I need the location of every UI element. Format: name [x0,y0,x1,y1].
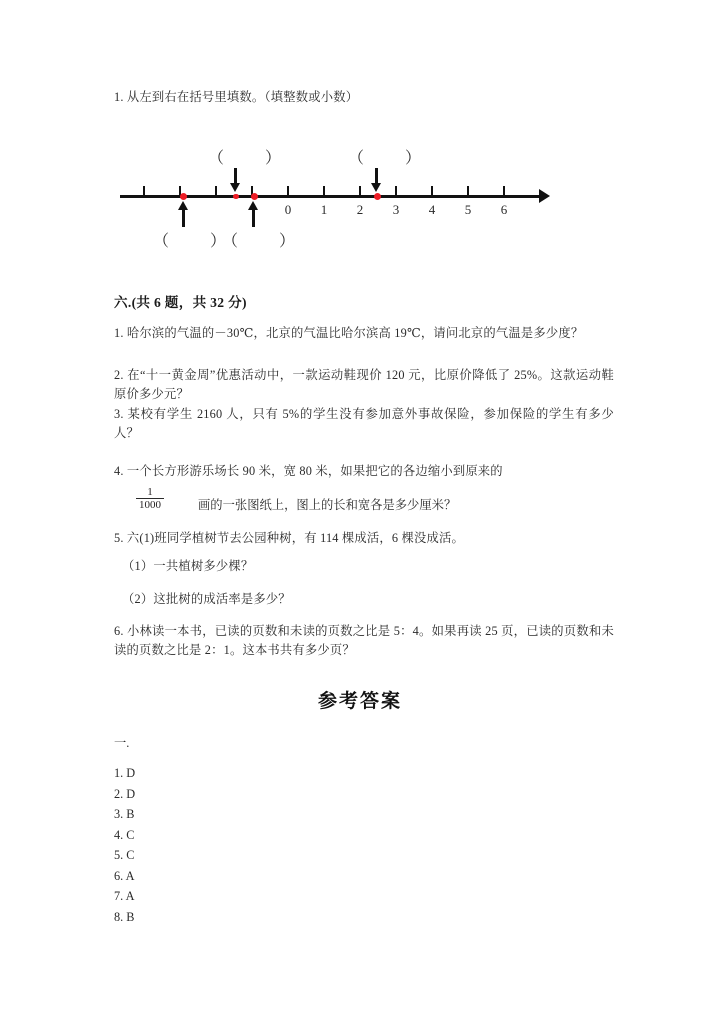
tick-mark-4 [431,186,433,197]
section-6-heading: 六.(共 6 题，共 32 分) [114,295,247,310]
tick-mark-0 [287,186,289,197]
answer-blank-upper-1[interactable]: （ ） [208,150,283,167]
tick-label-6: 6 [500,202,508,217]
fraction-numerator: 1 [147,486,153,498]
section6-question-5-sub1: （1）一共植树多少棵？ [122,559,254,573]
fraction-one-over-thousand [136,486,164,511]
tick-mark-5 [467,186,469,197]
answer-blank-lower-1[interactable]: （ ） [153,233,228,250]
answer-key-section-label: 一. [114,736,130,750]
fraction-denominator: 1000 [136,498,164,511]
section6-question-6: 6. 小林读一本书，已读的页数和未读的页数之比是 5：4。如果再读 25 页，已读的页数和未读的页数之比是 2：1。这本书共有多少页？ [114,624,614,657]
question1-prompt: 1. 从左到右在括号里填数。（填整数或小数） [114,90,359,104]
pointer-arrow-up-a [177,201,191,227]
answer-item: 5. C [114,848,135,862]
axis-arrowhead-icon [539,189,550,203]
tick-mark [143,186,145,197]
answer-item: 7. A [114,889,135,903]
tick-label-4: 4 [428,202,436,217]
tick-mark-6 [503,186,505,197]
answer-key-title: 参考答案 [317,691,402,712]
section6-question-3: 3. 某校有学生 2160 人，只有 5%的学生没有参加意外事故保险，参加保险的学生有多少人？ [114,407,614,440]
tick-mark-1 [323,186,325,197]
question4-fraction-row [114,486,614,520]
marker-dot-a [180,193,187,200]
tick-label-2: 2 [356,202,364,217]
answer-key-list [114,763,314,927]
answer-item: 1. D [114,766,136,780]
section6-question-5-sub2: （2）这批树的成活率是多少？ [122,592,291,606]
section6-question-4-part2: 画的一张图纸上，图上的长和宽各是多少厘米？ [198,498,457,512]
tick-label-5: 5 [464,202,472,217]
answer-item: 2. D [114,786,136,801]
tick-label-0: 0 [284,202,292,217]
section6-question-4-part1: 4. 一个长方形游乐场长 90 米，宽 80 米，如果把它的各边缩小到原来的 [114,464,503,478]
marker-dot-b [233,194,239,200]
marker-dot-c [251,193,258,200]
section6-question-5: 5. 六(1)班同学植树节去公园种树，有 114 棵成活，6 棵没成活。 [114,531,465,545]
answer-item: 4. C [114,827,135,842]
tick-mark [215,186,217,197]
pointer-arrow-down-d [370,168,384,194]
pointer-arrow-down-b [229,168,243,194]
answer-blank-lower-2[interactable]: （ ） [222,233,297,250]
section6-question-1: 1. 哈尔滨的气温的－30℃，北京的气温比哈尔滨高 19℃，请问北京的气温是多少度？ [114,326,584,340]
tick-mark-2 [359,186,361,197]
tick-label-3: 3 [392,202,400,217]
tick-mark-3 [395,186,397,197]
number-line-figure [0,140,720,260]
pointer-arrow-up-c [247,201,261,227]
answer-item: 8. B [114,909,135,924]
answer-item: 6. A [114,868,135,883]
answer-item: 3. B [114,807,135,821]
tick-label-1: 1 [320,202,328,217]
section6-question-2: 2. 在“十一黄金周”优惠活动中，一款运动鞋现价 120 元，比原价降低了 25%。这款运动鞋原价多少元？ [114,368,614,401]
answer-blank-upper-2[interactable]: （ ） [348,150,423,167]
